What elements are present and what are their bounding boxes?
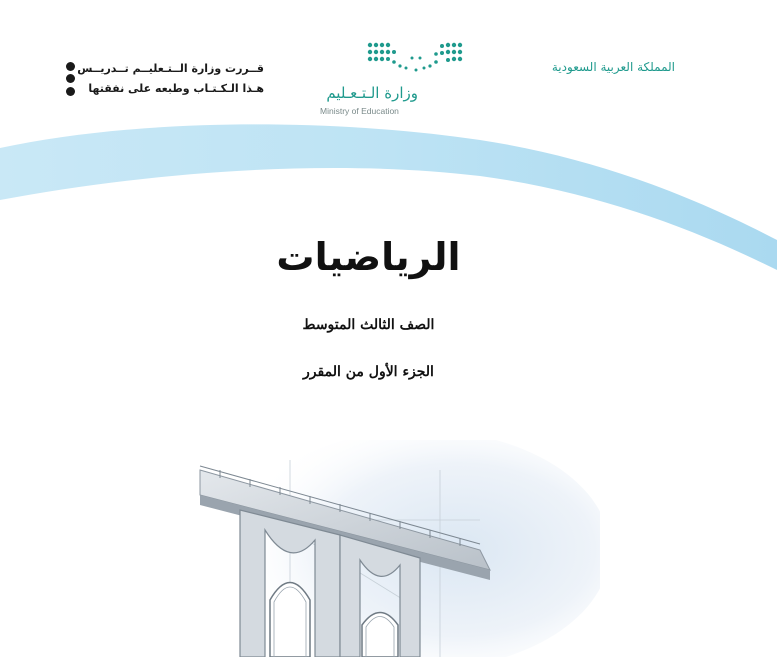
bullet-dot-icon xyxy=(66,87,75,96)
kingdom-label: المملكة العربية السعودية xyxy=(551,60,675,74)
approval-line-1: قــررت وزارة الــتـعليــم تــدريــس xyxy=(77,62,264,75)
approval-notice xyxy=(66,60,276,100)
ministry-name-english: Ministry of Education xyxy=(320,106,399,116)
grade-label: الصف الثالث المتوسط xyxy=(302,317,435,333)
book-title: الرياضيات xyxy=(276,235,461,279)
ministry-logo xyxy=(318,40,468,120)
bullet-dot-icon xyxy=(66,62,75,71)
bullet-dot-icon xyxy=(66,74,75,83)
ministry-dots-icon xyxy=(366,40,466,80)
ministry-name-arabic: وزارة الـتـعـليم xyxy=(326,84,418,102)
approval-line-2: هـذا الـكـتـاب وطبعه على نفقتها xyxy=(88,82,264,95)
part-label: الجزء الأول من المقرر xyxy=(303,364,434,380)
bridge-illustration xyxy=(180,440,600,657)
